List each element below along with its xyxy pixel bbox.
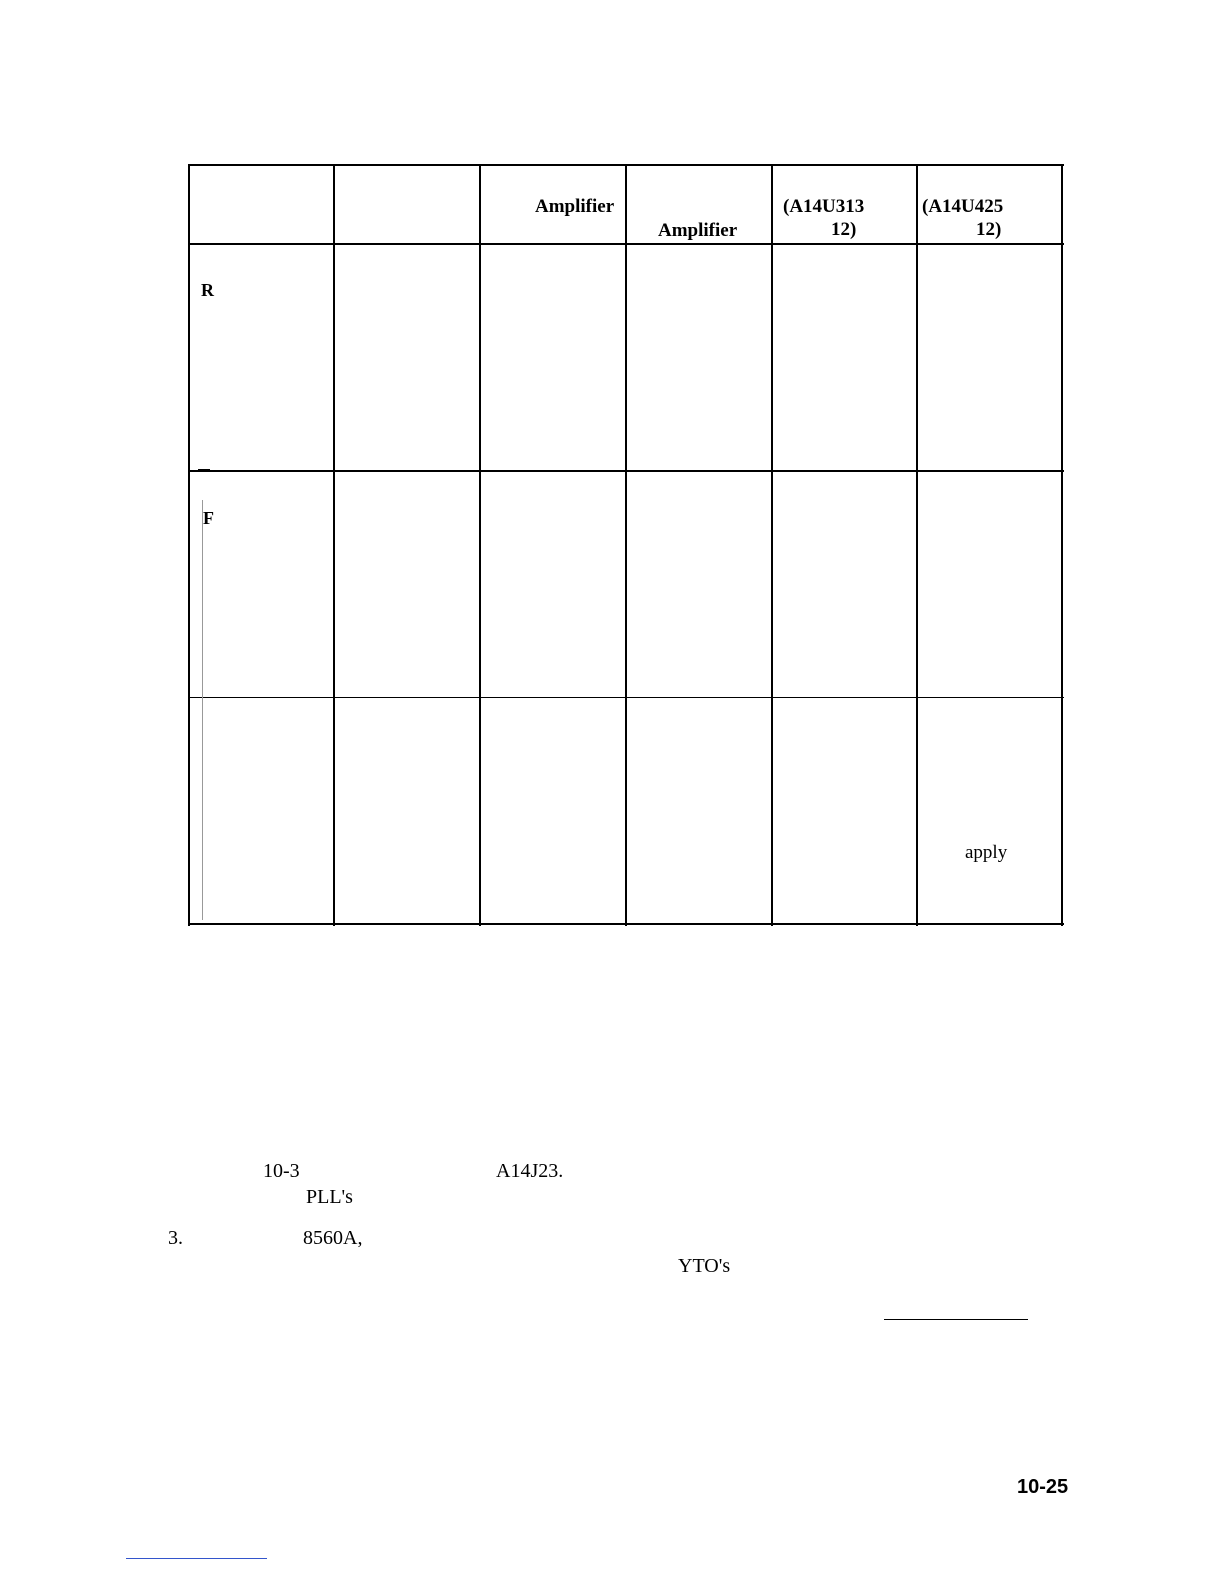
body-text-ytos: YTO's [678, 1255, 731, 1277]
table-scan-edge [202, 500, 203, 920]
blank-underline [884, 1319, 1028, 1320]
body-ref-figure: 10-3 [263, 1160, 300, 1182]
table-col-rule [625, 164, 627, 926]
row1-mark: R [201, 280, 214, 300]
body-ref-connector: A14J23. [496, 1160, 564, 1182]
table-col-rule [333, 164, 335, 926]
table-col-rule [771, 164, 773, 926]
table-col-rule [916, 164, 918, 926]
header-col5-line1: (A14U313 [783, 196, 865, 217]
footer-link-rule [126, 1558, 267, 1559]
row-tick [198, 469, 210, 471]
body-text-plls: PLL's [306, 1186, 353, 1208]
header-amplifier-col3: Amplifier [535, 196, 615, 217]
header-col6-line1: (A14U425 [922, 196, 1004, 217]
step-text-model: 8560A, [303, 1227, 363, 1249]
step-number: 3. [168, 1227, 183, 1249]
header-col6-line2: 12) [976, 219, 1002, 240]
table-col-rule [1061, 164, 1063, 926]
table-col-rule [188, 164, 190, 926]
row2-mark: F [203, 508, 214, 528]
header-col5-line2: 12) [831, 219, 857, 240]
table-col-rule [479, 164, 481, 926]
page-number: 10-25 [1017, 1476, 1069, 1498]
row3-col6-text: apply [965, 842, 1008, 863]
header-amplifier-col4: Amplifier [658, 220, 738, 241]
